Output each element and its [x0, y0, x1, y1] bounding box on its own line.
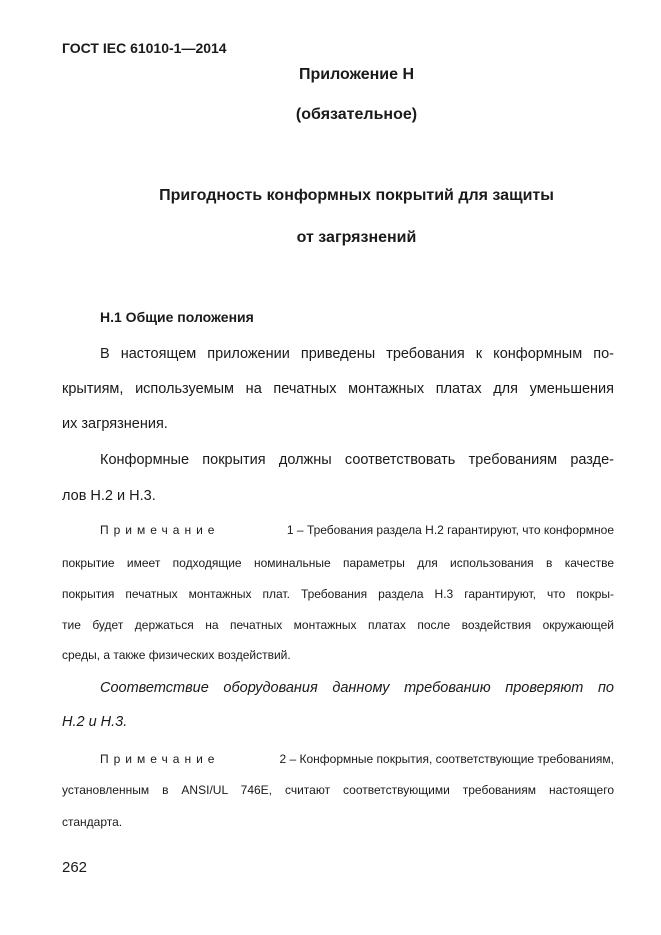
note-1-line5: среды, а также физических воздействий.: [62, 648, 291, 662]
note-2-line3: стандарта.: [62, 815, 123, 829]
appendix-title: Приложение Н: [298, 66, 415, 83]
compliance-line1: Соответствие оборудования данному требованию проверяют по: [100, 680, 614, 696]
paragraph-2-line1: Конформные покрытия должны соответствовать требованиям разде-: [100, 452, 614, 468]
note-1-line4: тие будет держаться на печатных монтажных платах после воздействия окружающей: [62, 618, 614, 632]
note-2-line1: 2 – Конформные покрытия, соответствующие требованиям,: [279, 752, 614, 766]
note-1-line1: 1 – Требования раздела Н.2 гарантируют, что конформное: [286, 523, 614, 537]
note-1-line3: покрытия печатных монтажных плат. Требования раздела Н.3 гарантируют, что покры-: [62, 587, 614, 601]
appendix-heading-line2: от загрязнений: [296, 229, 417, 246]
note-2-label: Примечание: [100, 752, 220, 766]
page-header: ГОСТ IEC 61010-1—2014: [62, 40, 227, 56]
paragraph-1-line2: крытиям, используемым на печатных монтажных платах для уменьшения: [62, 381, 614, 397]
note-1-line2: покрытие имеет подходящие номинальные параметры для использования в качестве: [62, 556, 614, 570]
section-heading: Н.1 Общие положения: [100, 309, 254, 325]
paragraph-2-line2: лов Н.2 и Н.3.: [62, 488, 156, 504]
note-1-label: Примечание: [100, 523, 220, 537]
paragraph-1-line3: их загрязнения.: [62, 416, 168, 432]
note-2-line2: установленным в ANSI/UL 746E, считают соответствующими требованиям настоящего: [62, 783, 614, 797]
paragraph-1-line1: В настоящем приложении приведены требования к конформным по-: [100, 346, 614, 362]
page-number: 262: [62, 859, 88, 876]
appendix-status: (обязательное): [295, 106, 418, 123]
compliance-line2: Н.2 и Н.3.: [62, 714, 128, 730]
appendix-heading-line1: Пригодность конформных покрытий для защиты: [159, 187, 554, 204]
